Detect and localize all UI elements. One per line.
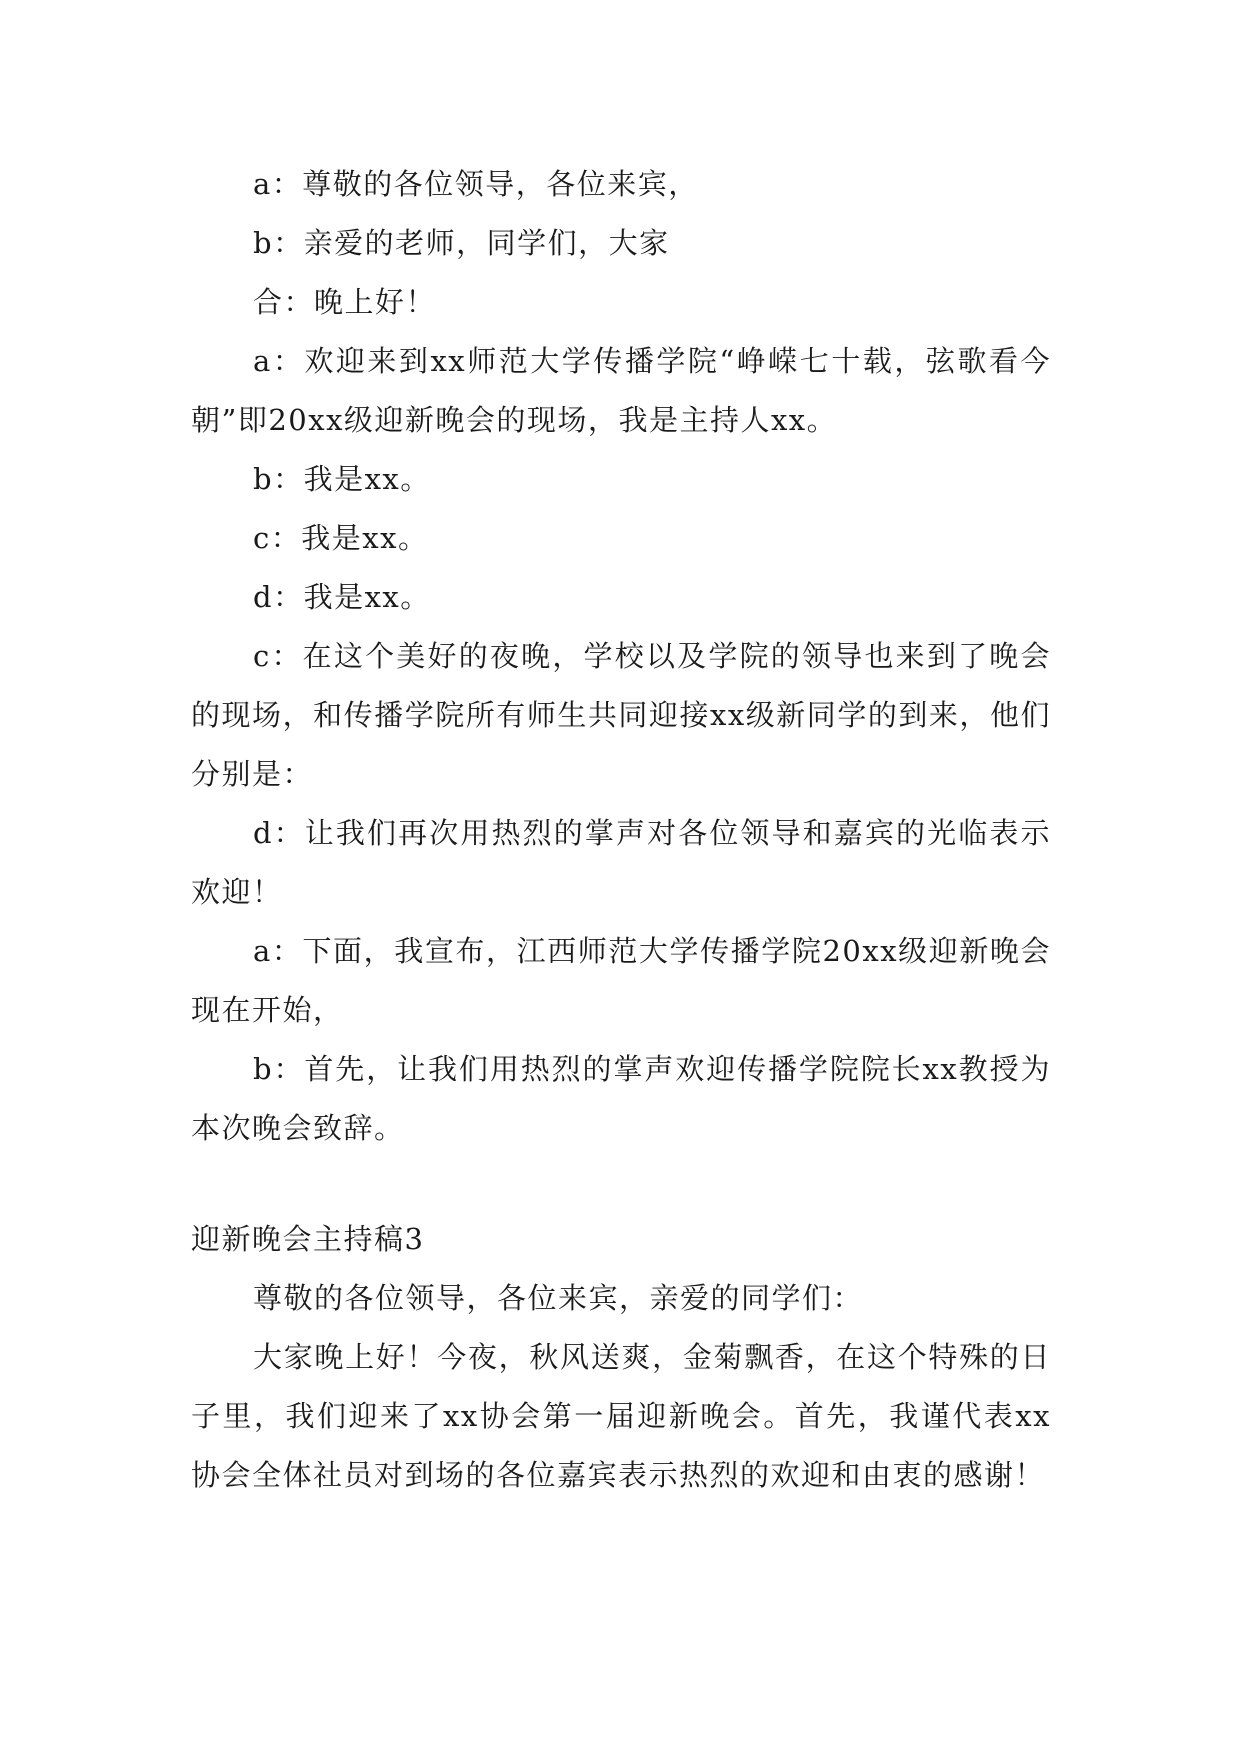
paragraph: d：让我们再次用热烈的掌声对各位领导和嘉宾的光临表示欢迎！ bbox=[191, 816, 1051, 909]
paragraph: d：我是xx。 bbox=[253, 580, 431, 614]
section-title: 迎新晚会主持稿3 bbox=[191, 1222, 425, 1256]
paragraph: b：我是xx。 bbox=[253, 462, 431, 496]
paragraph: a：下面，我宣布，江西师范大学传播学院20xx级迎新晚会现在开始， bbox=[191, 934, 1051, 1027]
document-body bbox=[191, 155, 1051, 1505]
paragraph: 大家晚上好！今夜，秋风送爽，金菊飘香，在这个特殊的日子里，我们迎来了xx协会第一届迎新晚会。首先，我谨代表xx协会全体社员对到场的各位嘉宾表示热烈的欢迎和由衷的感谢！ bbox=[191, 1340, 1051, 1492]
paragraph: b：亲爱的老师，同学们，大家 bbox=[253, 226, 670, 260]
paragraph: 合：晚上好！ bbox=[253, 285, 437, 319]
paragraph: c：我是xx。 bbox=[253, 521, 429, 555]
paragraph: 尊敬的各位领导，各位来宾，亲爱的同学们： bbox=[253, 1281, 864, 1315]
paragraph: b：首先，让我们用热烈的掌声欢迎传播学院院长xx教授为本次晚会致辞。 bbox=[191, 1052, 1051, 1145]
paragraph: c：在这个美好的夜晚，学校以及学院的领导也来到了晚会的现场，和传播学院所有师生共同迎接xx级新同学的到来，他们分别是： bbox=[191, 639, 1051, 791]
paragraph: a：尊敬的各位领导，各位来宾， bbox=[253, 167, 699, 201]
section-spacer bbox=[191, 1158, 1051, 1210]
paragraph: a：欢迎来到xx师范大学传播学院“峥嵘七十载，弦歌看今朝”即20xx级迎新晚会的现场，我是主持人xx。 bbox=[191, 344, 1051, 437]
